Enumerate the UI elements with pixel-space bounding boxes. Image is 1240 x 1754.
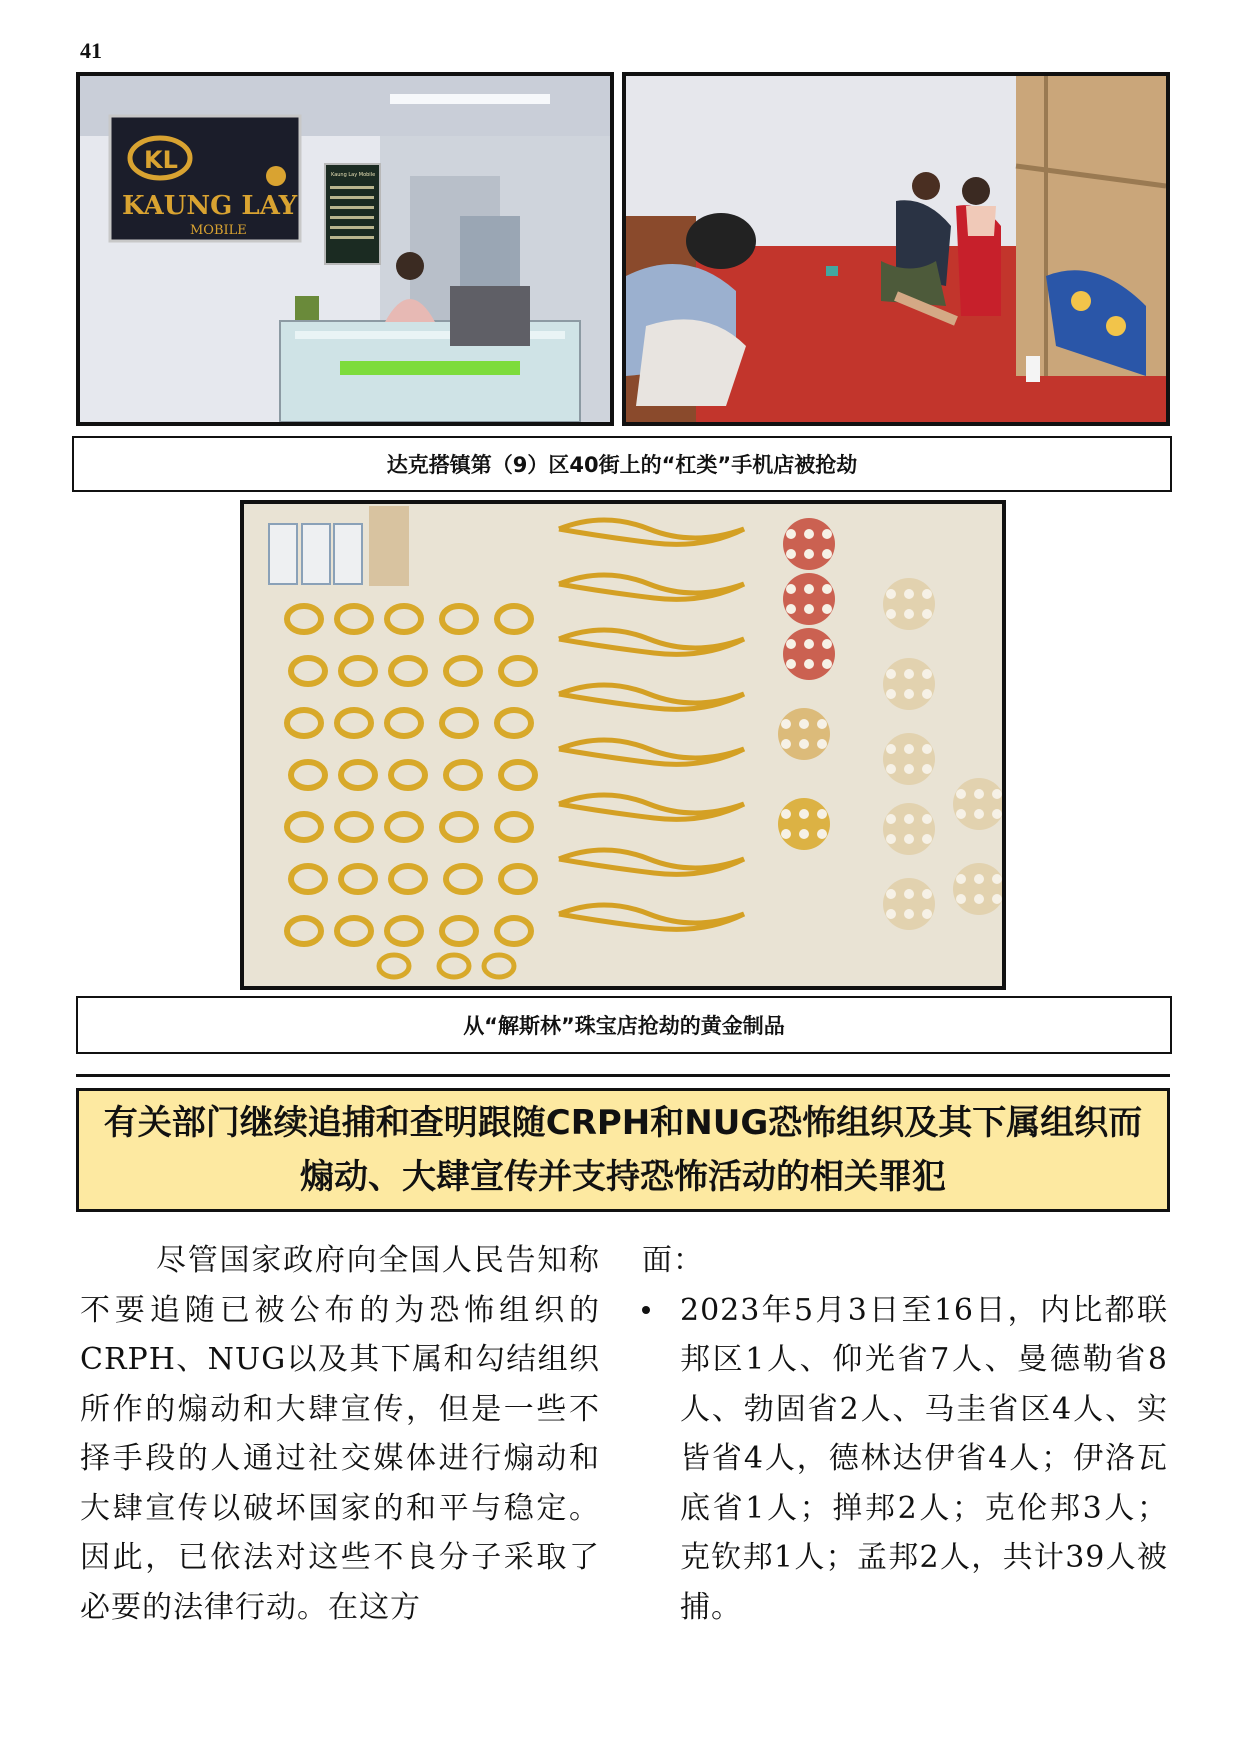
jewelry-tag — [817, 739, 827, 749]
jewelry-tag — [922, 814, 932, 824]
jewelry-tag — [956, 874, 966, 884]
jewelry-tag — [804, 604, 814, 614]
poster-title: Kaung Lay Mobile — [331, 172, 376, 178]
photo-gold-items — [240, 500, 1006, 990]
jewelry-tag — [804, 584, 814, 594]
jewelry-tag — [904, 609, 914, 619]
suspects-illustration — [626, 76, 1166, 422]
jewelry-tag — [886, 589, 896, 599]
jewelry-tag — [992, 874, 1002, 884]
jewelry-tag — [822, 659, 832, 669]
jewelry-tag — [904, 909, 914, 919]
shop-front-illustration — [80, 76, 610, 422]
article-left-column — [80, 1236, 600, 1632]
jewelry-tag — [904, 669, 914, 679]
jewelry-tag — [886, 689, 896, 699]
jewelry-tag — [822, 549, 832, 559]
jewelry-tag — [886, 669, 896, 679]
jewelry-tag — [904, 744, 914, 754]
jewelry-tag — [974, 789, 984, 799]
jewelry-tag — [992, 789, 1002, 799]
jewelry-tag — [974, 874, 984, 884]
arrest-bullet — [642, 1286, 1168, 1633]
jewelry-tag — [904, 834, 914, 844]
sign-logo: KL — [144, 146, 178, 174]
jewelry-cluster — [883, 803, 935, 855]
jewelry-cluster — [783, 628, 835, 680]
sign-sub: MOBILE — [190, 223, 247, 238]
article-paragraph: 尽管国家政府向全国人民告知称不要追随已被公布的为恐怖组织的CRPH、NUG以及其下属和勾结组织所作的煽动和大肆宣传，但是一些不择手段的人通过社交媒体进行煽动和大肆宣传以破坏国家的和平与稳定。因此，已依法对这些不良分子采取了必要的法律行动。在这方 — [80, 1243, 600, 1625]
arrest-bullet-text: 2023年5月3日至16日，内比都联邦区1人、仰光省7人、曼德勒省8人、勃固省2人、马圭省区4人、实皆省4人，德林达伊省4人；伊洛瓦底省1人；掸邦2人；克伦邦3人；克钦邦1人；孟邦2人，共计39人被捕。 — [680, 1292, 1168, 1625]
jewelry-cluster — [883, 658, 935, 710]
jewelry-tag — [922, 744, 932, 754]
bullet-icon — [642, 1306, 650, 1314]
jewelry-tag — [904, 589, 914, 599]
jewelry-tag — [992, 894, 1002, 904]
jewelry-tag — [992, 809, 1002, 819]
photo-shop-front — [76, 72, 614, 426]
jewelry-tag — [904, 689, 914, 699]
jewelry-cluster — [883, 578, 935, 630]
jewelry-tag — [922, 589, 932, 599]
jewelry-tag — [904, 764, 914, 774]
photo-shop-suspects — [622, 72, 1170, 426]
jewelry-tag — [799, 739, 809, 749]
jewelry-tag — [886, 814, 896, 824]
jewelry-cluster — [883, 733, 935, 785]
jewelry-tag — [886, 609, 896, 619]
jewelry-tag — [956, 894, 966, 904]
article-heading — [76, 1088, 1170, 1212]
jewelry-tag — [956, 789, 966, 799]
jewelry-tag — [922, 689, 932, 699]
jewelry-tag — [822, 639, 832, 649]
jewelry-tag — [822, 604, 832, 614]
jewelry-tag — [922, 909, 932, 919]
article-right-column — [642, 1236, 1168, 1632]
heading-line-2: 煽动、大肆宣传并支持恐怖活动的相关罪犯 — [300, 1157, 946, 1197]
jewelry-tag — [804, 639, 814, 649]
jewelry-tag — [886, 764, 896, 774]
jewelry-tag — [786, 659, 796, 669]
gold-items-illustration — [244, 504, 1002, 986]
jewelry-tag — [922, 669, 932, 679]
jewelry-cluster — [883, 878, 935, 930]
jewelry-tag — [786, 529, 796, 539]
jewelry-tag — [886, 889, 896, 899]
jewelry-tag — [904, 814, 914, 824]
jewelry-cluster — [778, 798, 830, 850]
jewelry-tag — [886, 834, 896, 844]
jewelry-tag — [804, 529, 814, 539]
jewelry-tag — [786, 604, 796, 614]
jewelry-tag — [804, 549, 814, 559]
jewelry-tag — [781, 829, 791, 839]
caption-middle: 从“解斯林”珠宝店抢劫的黄金制品 — [76, 996, 1172, 1054]
jewelry-cluster — [783, 518, 835, 570]
section-rule — [76, 1074, 1170, 1077]
jewelry-tag — [956, 809, 966, 819]
jewelry-tag — [786, 584, 796, 594]
jewelry-tag — [786, 549, 796, 559]
jewelry-tag — [817, 829, 827, 839]
jewelry-tag — [922, 609, 932, 619]
jewelry-tag — [922, 834, 932, 844]
jewelry-cluster — [778, 708, 830, 760]
jewelry-tag — [817, 719, 827, 729]
jewelry-tag — [886, 909, 896, 919]
jewelry-tag — [974, 809, 984, 819]
jewelry-tag — [799, 829, 809, 839]
page-number: 41 — [80, 38, 102, 63]
article-continuation: 面： — [642, 1243, 704, 1278]
jewelry-tag — [974, 894, 984, 904]
caption-top: 达克搭镇第（9）区40街上的“杠类”手机店被抢劫 — [72, 436, 1172, 492]
jewelry-tag — [799, 719, 809, 729]
jewelry-tag — [781, 719, 791, 729]
jewelry-cluster — [783, 573, 835, 625]
jewelry-tag — [817, 809, 827, 819]
jewelry-tag — [822, 584, 832, 594]
jewelry-tag — [822, 529, 832, 539]
jewelry-tag — [786, 639, 796, 649]
jewelry-tag — [799, 809, 809, 819]
jewelry-tag — [781, 809, 791, 819]
heading-line-1: 有关部门继续追捕和查明跟随CRPH和NUG恐怖组织及其下属组织而 — [103, 1103, 1143, 1143]
jewelry-tag — [886, 744, 896, 754]
jewelry-tag — [804, 659, 814, 669]
jewelry-tag — [922, 889, 932, 899]
jewelry-tag — [904, 889, 914, 899]
jewelry-tag — [922, 764, 932, 774]
sign-text: KAUNG LAY — [122, 191, 298, 221]
jewelry-tag — [781, 739, 791, 749]
